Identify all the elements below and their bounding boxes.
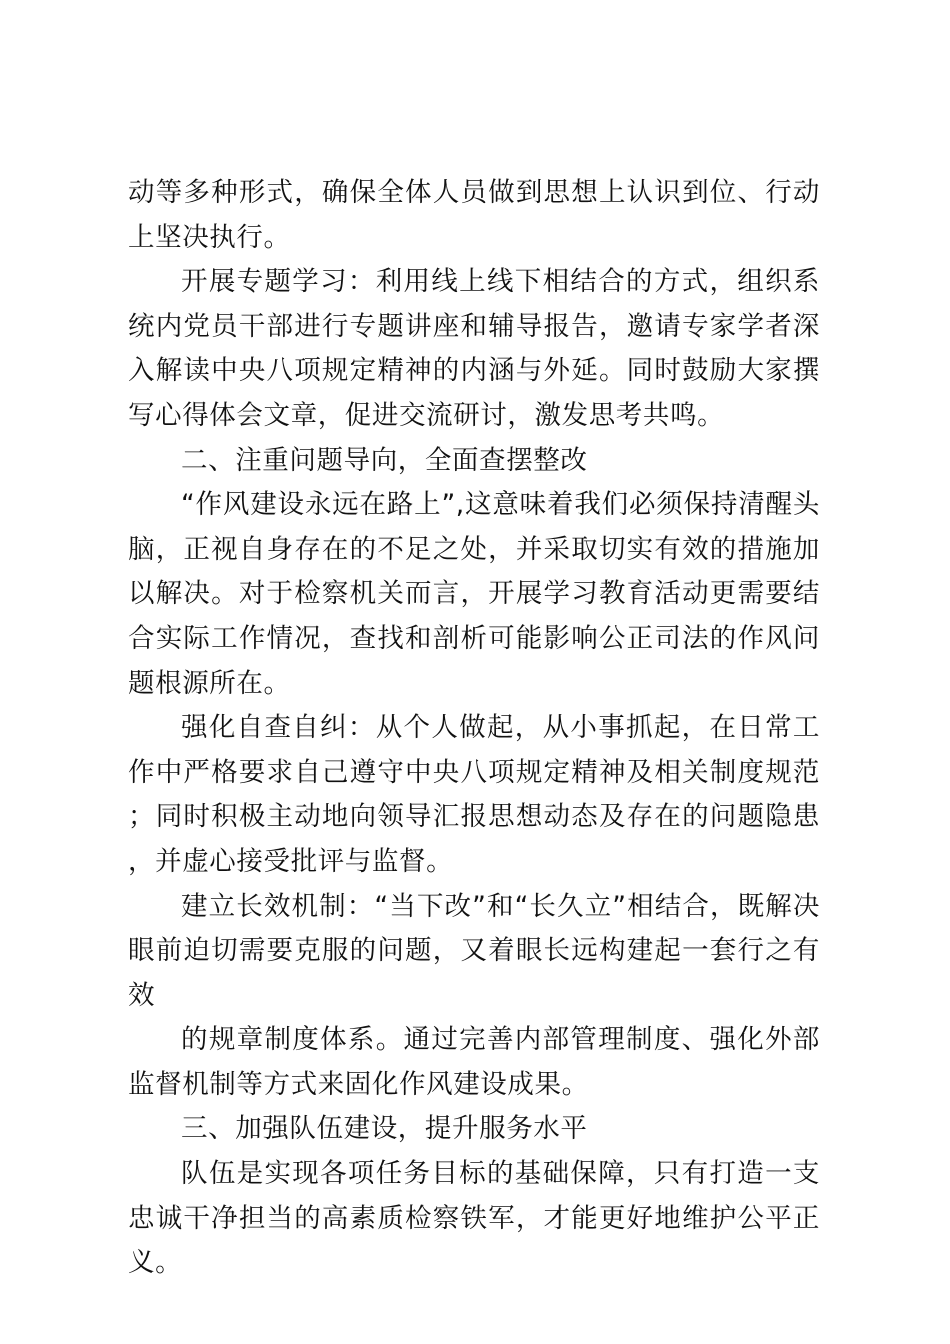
- document-page: [128, 171, 820, 1286]
- paragraph-continuation: 动等多种形式，确保全体人员做到思想上认识到位、行动上坚决执行。: [128, 177, 820, 253]
- paragraph-long-term-mechanism: 建立长效机制：“当下改”和“长久立”相结合，既解决眼前迫切需要克服的问题，又着眼长远构建起一套行之有效: [128, 890, 820, 1011]
- paragraph-style-building: “作风建设永远在路上”,这意味着我们必须保持清醒头脑，正视自身存在的不足之处，并采取切实有效的措施加以解决。对于检察机关而言，开展学习教育活动更需要结合实际工作情况，查找和剖析可能影响公正司法的作风问题根源所在。: [128, 489, 820, 699]
- section-heading-2: 二、注重问题导向，全面查摆整改: [181, 444, 588, 476]
- paragraph-self-check: 强化自查自纠：从个人做起，从小事抓起，在日常工作中严格要求自己遵守中央八项规定精神及相关制度规范；同时积极主动地向领导汇报思想动态及存在的问题隐患，并虚心接受批评与监督。: [128, 712, 820, 877]
- paragraph-team-building: 队伍是实现各项任务目标的基础保障，只有打造一支忠诚干净担当的高素质检察铁军，才能更好地维护公平正义。: [128, 1158, 820, 1279]
- paragraph-rules-system: 的规章制度体系。通过完善内部管理制度、强化外部监督机制等方式来固化作风建设成果。: [128, 1024, 820, 1100]
- section-heading-3: 三、加强队伍建设，提升服务水平: [181, 1113, 588, 1145]
- paragraph-topic-study: 开展专题学习：利用线上线下相结合的方式，组织系统内党员干部进行专题讲座和辅导报告，邀请专家学者深入解读中央八项规定精神的内涵与外延。同时鼓励大家撰写心得体会文章，促进交流研讨，激发思考共鸣。: [128, 266, 820, 431]
